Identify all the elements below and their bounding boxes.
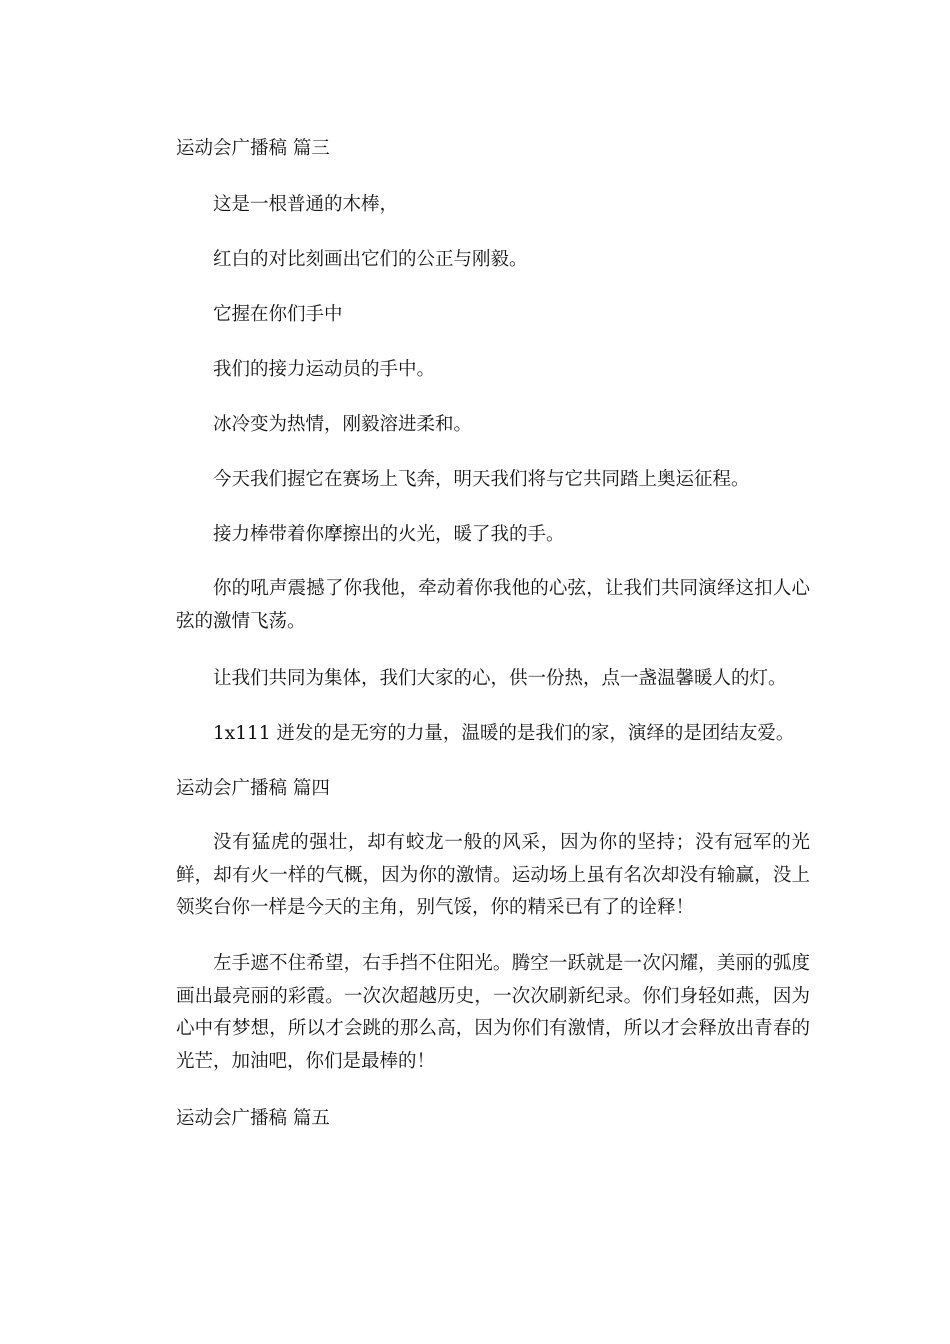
- body-paragraph: 你的吼声震撼了你我他，牵动着你我他的心弦，让我们共同演绎这扣人心弦的激情飞荡。: [176, 578, 810, 632]
- body-line: 冰冷变为热情，刚毅溶进柔和。: [213, 414, 473, 435]
- body-line: 红白的对比刻画出它们的公正与刚毅。: [213, 249, 528, 270]
- body-line: 1x111 迸发的是无穷的力量，温暖的是我们的家，演绎的是团结友爱。: [213, 723, 795, 744]
- body-line: 这是一根普通的木棒，: [213, 194, 399, 215]
- body-line: 接力棒带着你摩擦出的火光，暖了我的手。: [213, 524, 565, 545]
- section-heading-5: 运动会广播稿 篇五: [176, 1108, 330, 1129]
- body-line: 让我们共同为集体，我们大家的心，供一份热，点一盏温馨暖人的灯。: [213, 668, 787, 689]
- body-paragraph: 左手遮不住希望，右手挡不住阳光。腾空一跃就是一次闪耀，美丽的弧度画出最亮丽的彩霞。一次次超越历史，一次次刷新纪录。你们身轻如燕，因为心中有梦想，所以才会跳的那么高，因为你们有激情，所以才会释放出青春的光芒，加油吧，你们是最棒的！: [176, 953, 810, 1072]
- body-line: 我们的接力运动员的手中。: [213, 359, 436, 380]
- body-paragraph: 没有猛虎的强壮，却有蛟龙一般的风采，因为你的坚持；没有冠军的光鲜，却有火一样的气概，因为你的激情。运动场上虽有名次却没有输赢，没上领奖台你一样是今天的主角，别气馁，你的精采已有了的诠释！: [176, 832, 810, 918]
- section-heading-4: 运动会广播稿 篇四: [176, 778, 330, 799]
- section-heading-3: 运动会广播稿 篇三: [176, 138, 330, 159]
- body-line: 今天我们握它在赛场上飞奔，明天我们将与它共同踏上奥运征程。: [213, 469, 750, 490]
- body-line: 它握在你们手中: [213, 304, 343, 325]
